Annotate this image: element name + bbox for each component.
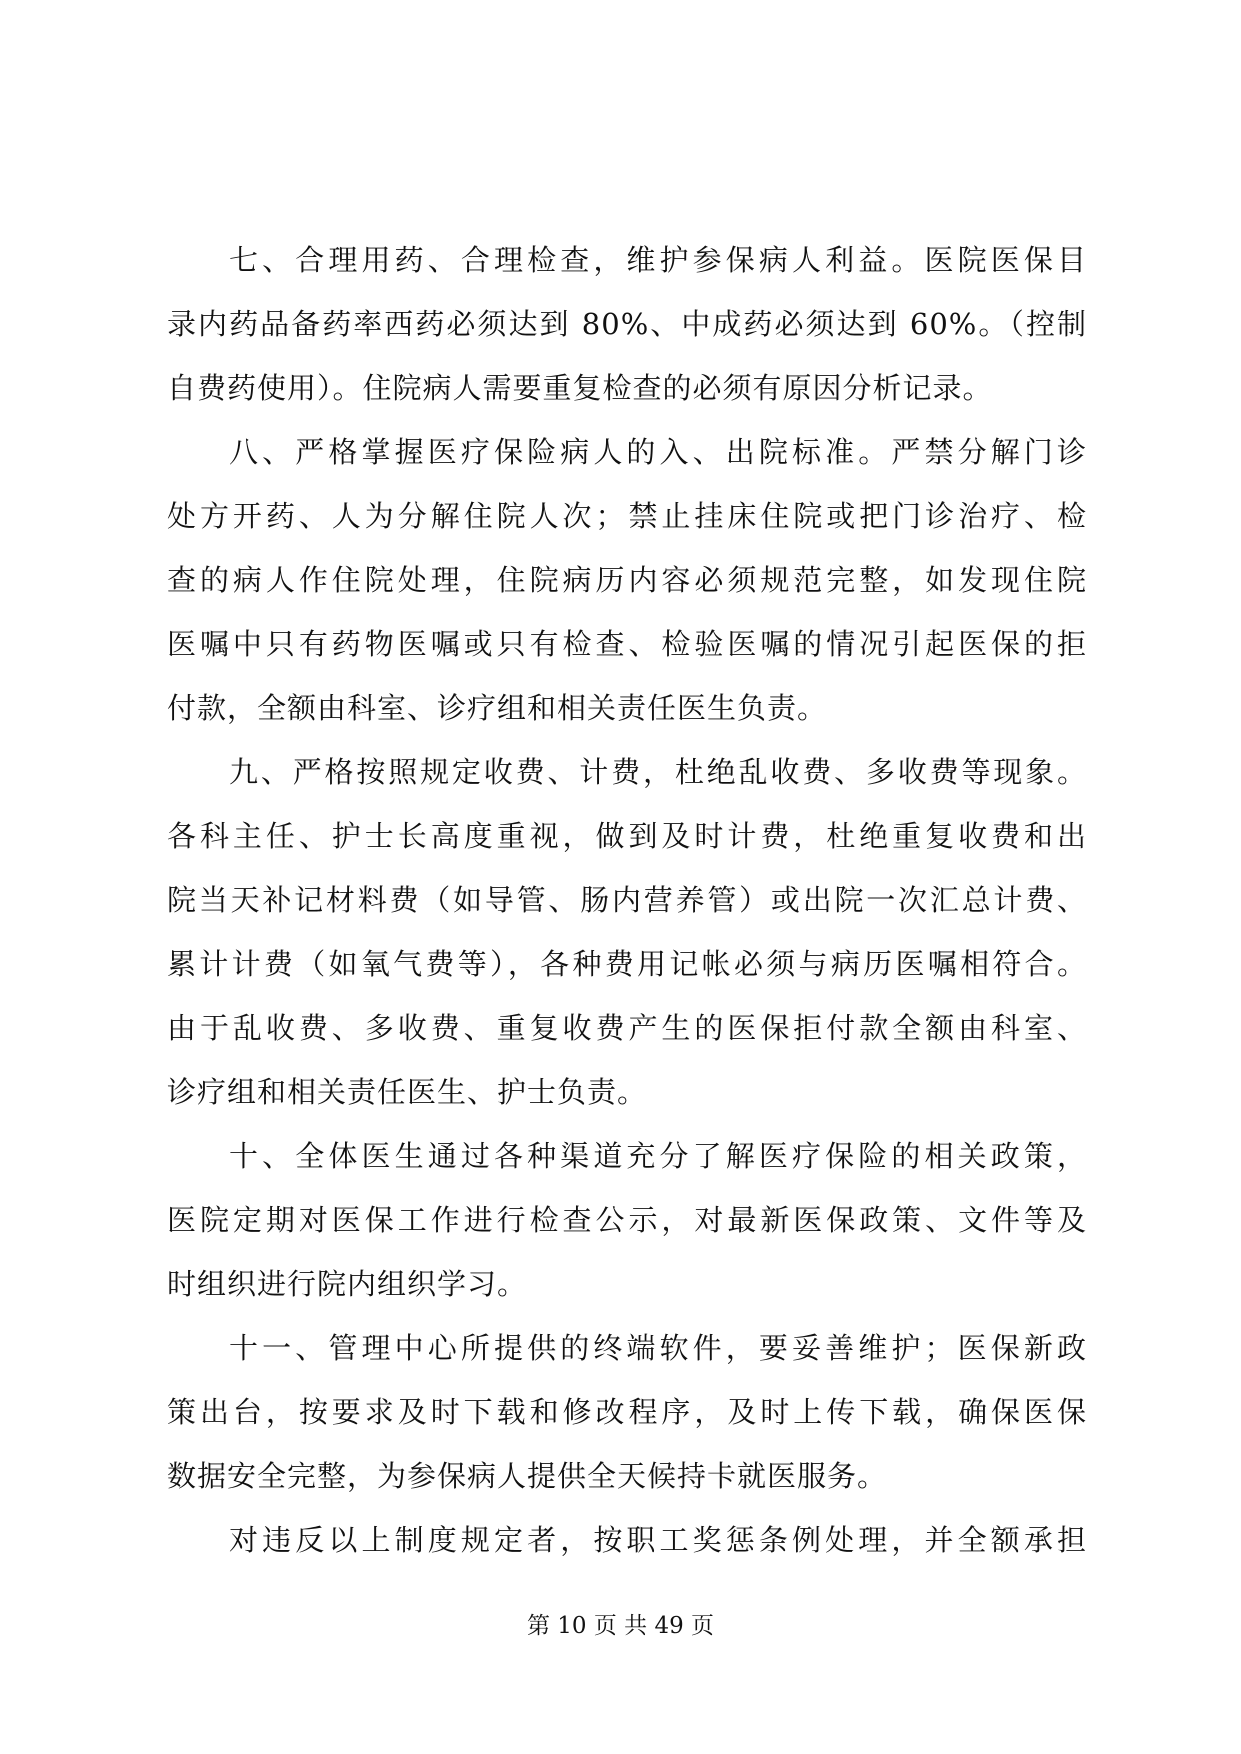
text-line-19: 策出台，按要求及时下载和修改程序，及时上传下载，确保医保 bbox=[167, 1395, 1087, 1429]
text-line-7: 医嘱中只有药物医嘱或只有检查、检验医嘱的情况引起医保的拒 bbox=[167, 627, 1087, 661]
text-line-11: 院当天补记材料费（如导管、肠内营养管）或出院一次汇总计费、 bbox=[167, 883, 1087, 917]
text-line-1: 七、合理用药、合理检查，维护参保病人利益。医院医保目 bbox=[229, 243, 1087, 277]
text-line-10: 各科主任、护士长高度重视，做到及时计费，杜绝重复收费和出 bbox=[167, 819, 1087, 853]
page-number: 第 10 页 共 49 页 bbox=[526, 1613, 715, 1639]
text-line-3: 自费药使用）。住院病人需要重复检查的必须有原因分析记录。 bbox=[167, 371, 993, 405]
text-line-2: 录内药品备药率西药必须达到 80%、中成药必须达到 60%。（控制 bbox=[167, 307, 1087, 341]
text-line-18: 十一、管理中心所提供的终端软件，要妥善维护；医保新政 bbox=[229, 1331, 1087, 1365]
text-line-20: 数据安全完整，为参保病人提供全天候持卡就医服务。 bbox=[167, 1459, 888, 1493]
text-line-12: 累计计费（如氧气费等），各种费用记帐必须与病历医嘱相符合。 bbox=[167, 947, 1087, 981]
text-line-8: 付款，全额由科室、诊疗组和相关责任医生负责。 bbox=[167, 691, 828, 725]
text-line-16: 医院定期对医保工作进行检查公示，对最新医保政策、文件等及 bbox=[167, 1203, 1087, 1237]
text-line-15: 十、全体医生通过各种渠道充分了解医疗保险的相关政策， bbox=[229, 1139, 1087, 1173]
text-line-14: 诊疗组和相关责任医生、护士负责。 bbox=[167, 1075, 648, 1109]
text-line-21: 对违反以上制度规定者，按职工奖惩条例处理，并全额承担 bbox=[229, 1523, 1087, 1557]
text-line-4: 八、严格掌握医疗保险病人的入、出院标准。严禁分解门诊 bbox=[229, 435, 1087, 469]
text-line-5: 处方开药、人为分解住院人次；禁止挂床住院或把门诊治疗、检 bbox=[167, 499, 1087, 533]
text-line-6: 查的病人作住院处理，住院病历内容必须规范完整，如发现住院 bbox=[167, 563, 1087, 597]
text-line-17: 时组织进行院内组织学习。 bbox=[167, 1267, 528, 1301]
document-body bbox=[167, 228, 1087, 1572]
text-line-13: 由于乱收费、多收费、重复收费产生的医保拒付款全额由科室、 bbox=[167, 1011, 1087, 1045]
text-line-9: 九、严格按照规定收费、计费，杜绝乱收费、多收费等现象。 bbox=[229, 755, 1087, 789]
